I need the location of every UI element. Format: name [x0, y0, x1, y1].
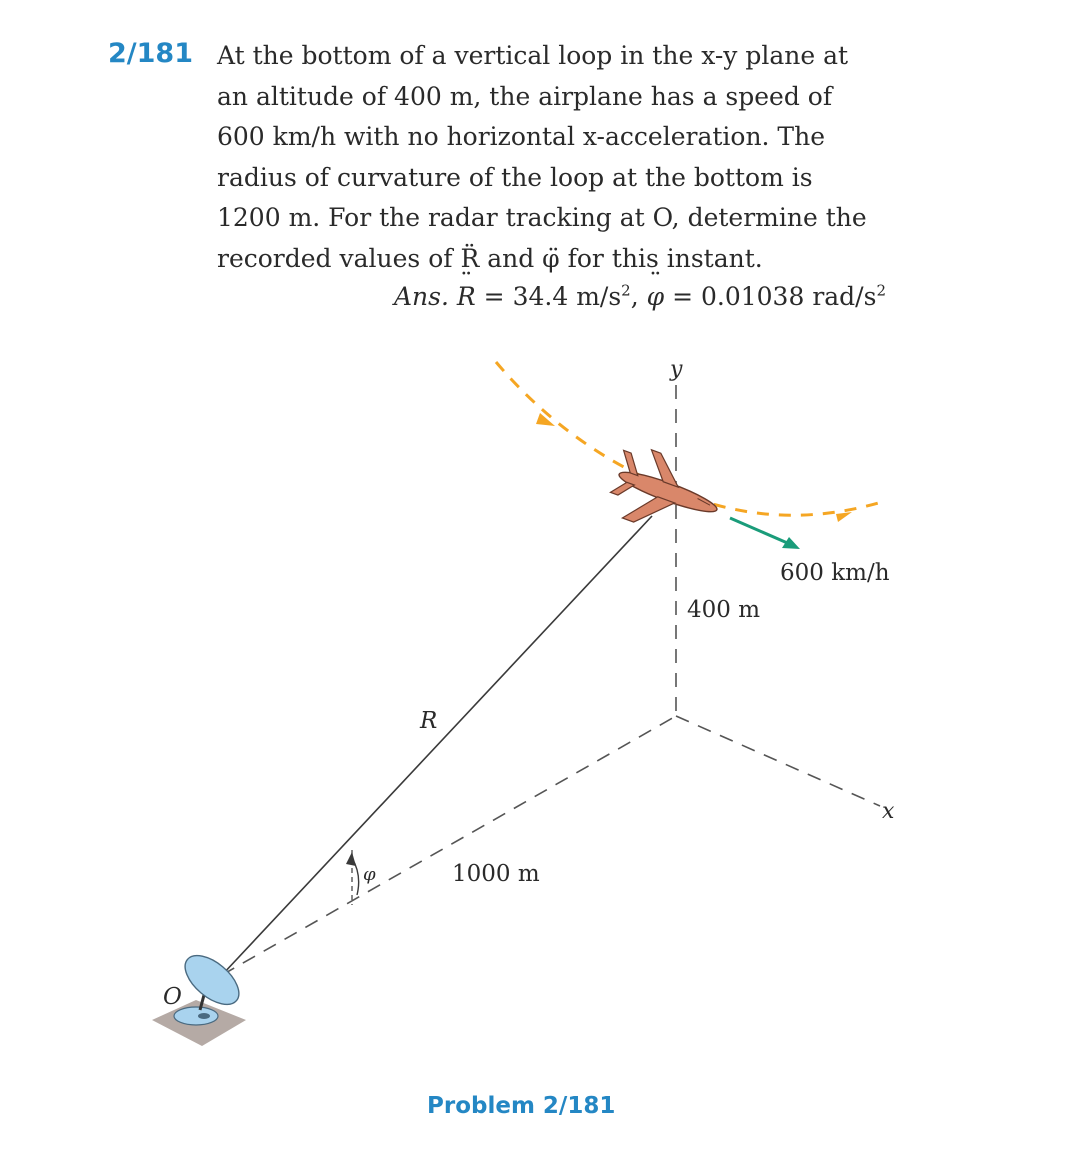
answer-phi-symbol: ¨ φ — [647, 282, 665, 311]
origin-label: O — [163, 984, 182, 1010]
trajectory-arrow-1 — [536, 413, 555, 426]
answer-phi-exponent: 2 — [876, 281, 886, 300]
x-axis-label: x — [882, 799, 895, 824]
phi-arrowhead — [346, 852, 356, 866]
problem-number: 2/181 — [108, 38, 194, 69]
phi-label: φ — [363, 864, 376, 885]
problem-line-4: radius of curvature of the loop at the bottom is — [217, 162, 813, 192]
velocity-arrow-line — [730, 518, 792, 545]
range-line-r — [222, 516, 652, 975]
y-axis-label: y — [670, 357, 683, 382]
answer-line: Ans. ¨ R = 34.4 $m/s^2$, ¨ φ = 0.01038 rad/$s^2$ — [394, 282, 886, 311]
answer-r-exponent: 2 — [621, 281, 631, 300]
problem-line-6: recorded values of R̈ and φ̈ for this instant. — [217, 243, 763, 273]
altitude-label: 400 m — [687, 597, 761, 623]
radar-dish-icon — [174, 946, 247, 1025]
ground-line — [222, 716, 676, 975]
answer-r-symbol: ¨ R — [457, 282, 476, 311]
figure-caption: Problem 2/181 — [427, 1093, 616, 1119]
answer-r-value: 34.4 m/s — [512, 282, 622, 311]
answer-phi-value: 0.01038 rad/s — [700, 282, 877, 311]
airplane-icon — [602, 441, 729, 547]
problem-line-5: 1200 m. For the radar tracking at O, determine the — [217, 203, 867, 232]
x-axis-line — [676, 716, 880, 806]
trajectory-arrow-2 — [836, 512, 852, 522]
problem-line-3: 600 km/h with no horizontal x-acceleration. The — [217, 122, 826, 151]
speed-label: 600 km/h — [780, 560, 890, 586]
range-label: R — [420, 708, 438, 734]
ground-distance-label: 1000 m — [452, 861, 540, 887]
answer-label: Ans. — [394, 282, 449, 311]
problem-line-1: At the bottom of a vertical loop in the x-y plane at — [217, 41, 849, 70]
problem-line-2: an altitude of 400 m, the airplane has a speed of — [217, 81, 833, 111]
